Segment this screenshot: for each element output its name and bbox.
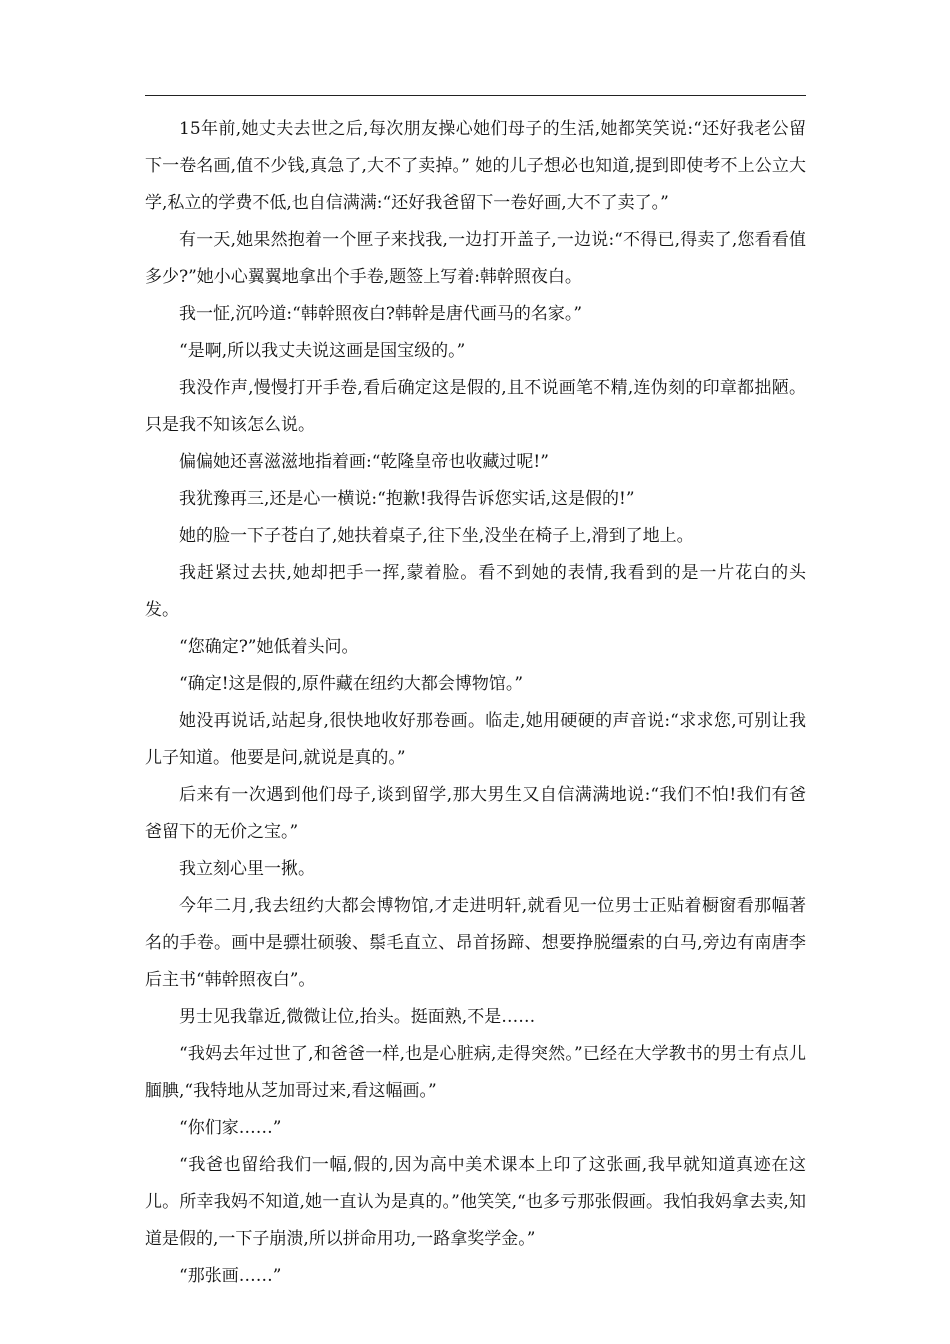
paragraph: “你们家……” bbox=[179, 1118, 282, 1138]
paragraph: 我犹豫再三,还是心一横说:“抱歉!我得告诉您实话,这是假的!” bbox=[179, 489, 635, 509]
paragraph: 男士见我靠近,微微让位,抬头。挺面熟,不是…… bbox=[179, 1007, 536, 1027]
article-body bbox=[145, 111, 806, 1295]
paragraph: 她没再说话,站起身,很快地收好那卷画。临走,她用硬硬的声音说:“求求您,可别让我儿子知道。他要是问,就说是真的。” bbox=[145, 711, 806, 768]
paragraph: “您确定?”她低着头问。 bbox=[179, 637, 359, 657]
paragraph: 后来有一次遇到他们母子,谈到留学,那大男生又自信满满地说:“我们不怕!我们有爸爸留下的无价之宝。” bbox=[145, 785, 806, 842]
paragraph: “确定!这是假的,原件藏在纽约大都会博物馆。” bbox=[179, 674, 524, 694]
paragraph: 我一怔,沉吟道:“韩幹照夜白?韩幹是唐代画马的名家。” bbox=[179, 304, 583, 324]
paragraph: 她的脸一下子苍白了,她扶着桌子,往下坐,没坐在椅子上,滑到了地上。 bbox=[179, 526, 694, 546]
paragraph: “是啊,所以我丈夫说这画是国宝级的。” bbox=[179, 341, 466, 361]
paragraph: “我爸也留给我们一幅,假的,因为高中美术课本上印了这张画,我早就知道真迹在这儿。所幸我妈不知道,她一直认为是真的。”他笑笑,“也多亏那张假画。我怕我妈拿去卖,知道是假的,一下子崩溃,所以拼命用功,一路拿奖学金。” bbox=[145, 1155, 806, 1249]
paragraph: “那张画……” bbox=[179, 1266, 282, 1286]
paragraph: 我赶紧过去扶,她却把手一挥,蒙着脸。看不到她的表情,我看到的是一片花白的头发。 bbox=[145, 563, 806, 620]
paragraph: 今年二月,我去纽约大都会博物馆,才走进明轩,就看见一位男士正贴着橱窗看那幅著名的手卷。画中是骠壮硕骏、鬃毛直立、昂首扬蹄、想要挣脱缰索的白马,旁边有南唐李后主书“韩幹照夜白”。 bbox=[145, 896, 806, 990]
header-rule bbox=[145, 95, 806, 96]
paragraph: 我立刻心里一揪。 bbox=[179, 859, 315, 879]
paragraph: 偏偏她还喜滋滋地指着画:“乾隆皇帝也收藏过呢!” bbox=[179, 452, 549, 472]
paragraph: “我妈去年过世了,和爸爸一样,也是心脏病,走得突然。”已经在大学教书的男士有点儿腼腆,“我特地从芝加哥过来,看这幅画。” bbox=[145, 1044, 806, 1101]
paragraph: 有一天,她果然抱着一个匣子来找我,一边打开盖子,一边说:“不得已,得卖了,您看看值多少?”她小心翼翼地拿出个手卷,题签上写着:韩幹照夜白。 bbox=[145, 230, 806, 287]
paragraph: 我没作声,慢慢打开手卷,看后确定这是假的,且不说画笔不精,连伪刻的印章都拙陋。只是我不知该怎么说。 bbox=[145, 378, 806, 435]
paragraph: 15年前,她丈夫去世之后,每次朋友操心她们母子的生活,她都笑笑说:“还好我老公留下一卷名画,值不少钱,真急了,大不了卖掉。” 她的儿子想必也知道,提到即使考不上公立大学,私立的学费不低,也自信满满:“还好我爸留下一卷好画,大不了卖了。” bbox=[145, 119, 806, 213]
